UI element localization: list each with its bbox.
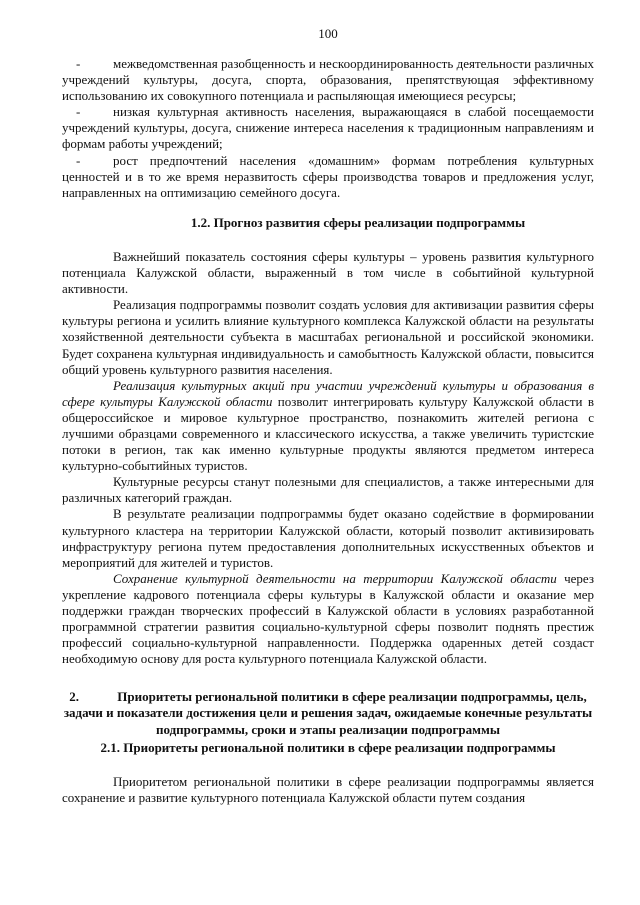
paragraph-text: позволит интегрировать культуру Калужской области в общероссийское и мировое культурное пространство, познакомить жителей региона с лучшими образцами современного и классического искусства, а также увеличить туристские потоки в регион, так как именно культурные продукты являются предметом интереса культурно-событийных туристов. (62, 393, 594, 474)
paragraph (62, 378, 594, 475)
section-number: 2. (69, 689, 80, 705)
italic-phrase: Сохранение культурной деятельности на территории Калужской области (113, 570, 557, 586)
paragraph (62, 571, 594, 668)
section-heading-2 (62, 689, 594, 737)
paragraph-text: через укрепление кадрового потенциала сферы культуры в Калужской области и оказание мер поддержки граждан творческих профессий в Калужской области в условиях разработанной программной стратегии развития социально-культурной сферы позволит поднять престиж профессий социально-культурной направленности. Поддержка одаренных детей создаст необходимую основу для роста культурного потенциала Калужской области. (62, 570, 594, 667)
bullet-dash: - (76, 56, 81, 71)
paragraph: Важнейший показатель состояния сферы культуры – уровень развития культурного потенциала Калужской области, выраженный в том числе в событийной культурной активности. (62, 248, 594, 297)
bullet-item (62, 104, 594, 152)
paragraph: В результате реализации подпрограммы будет оказано содействие в формировании культурного кластера на территории Калужской области, который позволит активизировать инфраструктуру региона путем предоставления дополнительных искусственных объектов и мероприятий для жителей и туристов. (62, 506, 594, 570)
page-number: 100 (318, 26, 338, 41)
bullet-text: межведомственная разобщенность и нескоординированность деятельности различных учреждений культуры, досуга, спорта, образования, препятствующая эффективному использованию их совокупного потенциала и распыляющая имеющиеся ресурсы; (62, 56, 594, 104)
paragraph: Культурные ресурсы станут полезными для специалистов, а также интересными для различных категорий граждан. (62, 474, 594, 506)
paragraph: Реализация подпрограммы позволит создать условия для активизации развития сферы культуры региона и усилить влияние культурного комплекса Калужской области на результаты хозяйственной деятельности субъекта в масштабах региональной и российской экономики. Будет сохранена культурная индивидуальность и самобытность Калужской области, повысится общий уровень культурного развития населения. (62, 297, 594, 377)
paragraph: Приоритетом региональной политики в сфере реализации подпрограммы является сохранение и развитие культурного потенциала Калужской области путем создания (62, 773, 594, 805)
section-heading-1-2: 1.2. Прогноз развития сферы реализации подпрограммы (190, 214, 526, 230)
bullet-text: низкая культурная активность населения, выражающаяся в слабой посещаемости учреждений культуры, досуга, снижение интереса населения к традиционным направлениям и формам работы учреждений; (62, 104, 594, 152)
section-heading-2-1: 2.1. Приоритеты региональной политики в сфере реализации подпрограммы (100, 739, 556, 755)
bullet-dash: - (76, 152, 81, 168)
document-page (62, 26, 594, 806)
italic-phrase: Реализация культурных акций при участии учреждений культуры и образования в сфере культуры Калужской области (62, 377, 594, 409)
bullet-item (62, 56, 594, 104)
bullet-dash: - (76, 104, 81, 120)
section-title: Приоритеты региональной политики в сфере реализации подпрограммы, цель, задачи и показатели достижения цели и решения задач, ожидаемые конечные результаты подпрограммы, сроки и этапы реализации подпрограммы (63, 689, 593, 737)
bullet-item (62, 153, 594, 201)
bullet-text: рост предпочтений населения «домашним» формам потребления культурных ценностей и в то же время неразвитость сферы производства товаров и предложения услуг, направленных на оптимизацию семейного досуга. (62, 152, 594, 200)
